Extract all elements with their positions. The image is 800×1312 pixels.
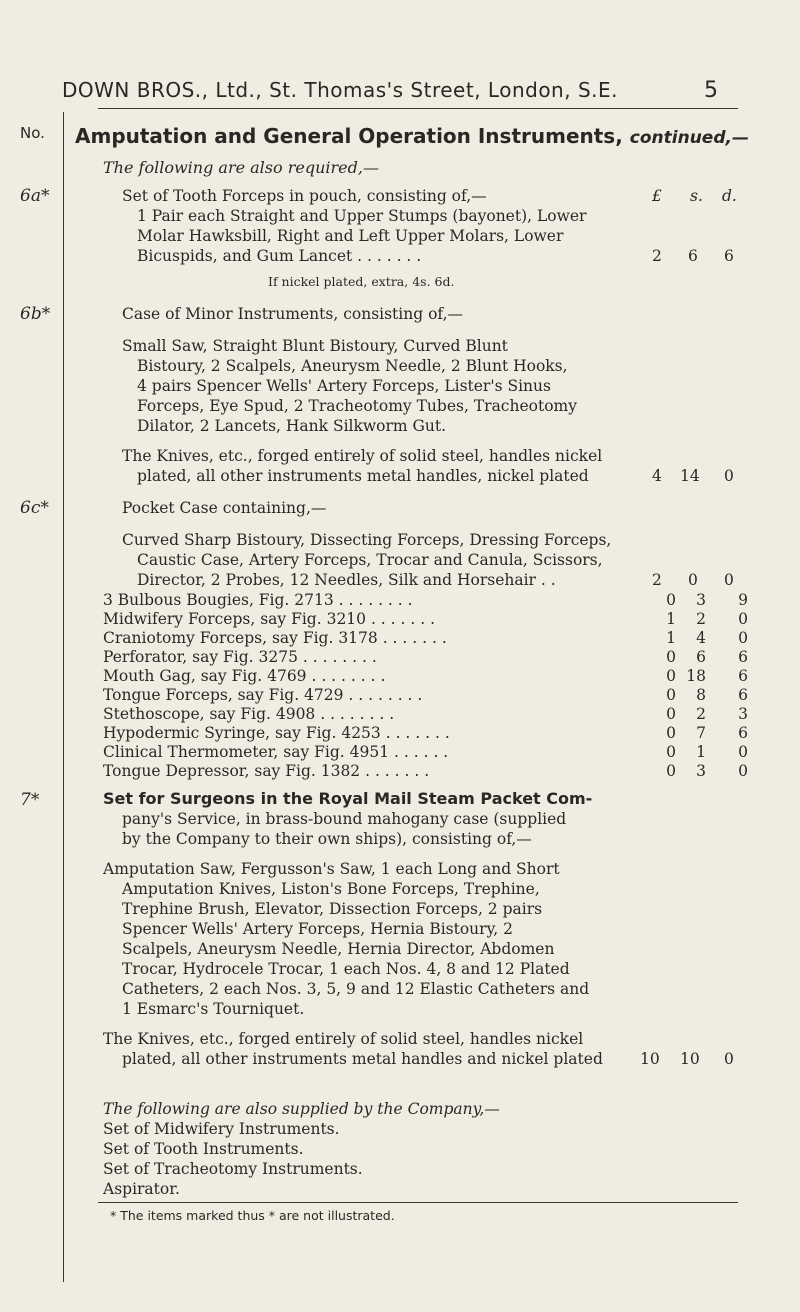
supplied-item: Set of Tracheotomy Instruments. [103,1160,363,1178]
price-shillings: 0 [688,571,698,589]
nickel-plated-note: If nickel plated, extra, 4s. 6d. [268,274,455,289]
entry-7-title: Set for Surgeons in the Royal Mail Steam Packet Com- [103,789,593,808]
entry-6c-intro: Pocket Case containing,— [122,499,327,517]
entry-6c-item: Tongue Depressor, say Fig. 1382 . . . . . . . [103,762,430,780]
entry-7-contents: Amputation Saw, Fergusson's Saw, 1 each Long and Short [103,860,560,878]
entry-6b-line: Small Saw, Straight Blunt Bistoury, Curved Blunt [122,337,508,355]
price-shillings: 10 [680,1050,700,1068]
price-pence: 6 [738,667,748,685]
entry-7-contents: Amputation Knives, Liston's Bone Forceps, Trephine, [122,880,540,898]
price-pence: 0 [724,571,734,589]
entry-7-contents: Spencer Wells' Artery Forceps, Hernia Bistoury, 2 [122,920,513,938]
entry-6c-item: Perforator, say Fig. 3275 . . . . . . . . [103,648,377,666]
price-pounds: 0 [666,591,676,609]
price-pounds: 0 [666,724,676,742]
price-pounds: 4 [652,467,662,485]
price-pounds: 2 [652,571,662,589]
entry-6c-item: Craniotomy Forceps, say Fig. 3178 . . . . . . . [103,629,447,647]
currency-pence: d. [722,187,737,205]
price-pence: 0 [724,467,734,485]
price-pence: 6 [724,247,734,265]
price-pence: 6 [738,686,748,704]
entry-6b-line: 4 pairs Spencer Wells' Artery Forceps, Lister's Sinus [137,377,551,395]
continued-label: continued,— [629,128,749,148]
entry-6a-line: Set of Tooth Forceps in pouch, consisting of,— [122,187,487,205]
price-shillings: 6 [688,247,698,265]
entry-7-line: by the Company to their own ships), consisting of,— [122,830,532,848]
entry-6c-line: Curved Sharp Bistoury, Dissecting Forceps, Dressing Forceps, [122,531,612,549]
entry-6b-intro: Case of Minor Instruments, consisting of,— [122,305,464,323]
price-shillings: 2 [696,610,706,628]
price-pounds: 0 [666,686,676,704]
price-pence: 9 [738,591,748,609]
price-pounds: 2 [652,247,662,265]
supplied-item: Aspirator. [103,1180,180,1198]
footnote: * The items marked thus * are not illustrated. [110,1208,395,1223]
entry-6b-line: Bistoury, 2 Scalpels, Aneurysm Needle, 2 Blunt Hooks, [137,357,568,375]
page-header: DOWN BROS., Ltd., St. Thomas's Street, London, S.E. [62,78,618,102]
entry-number-6c: 6c* [20,498,49,518]
entry-6b-line: The Knives, etc., forged entirely of solid steel, handles nickel [122,447,603,465]
price-pence: 6 [738,724,748,742]
entry-7-contents: Scalpels, Aneurysm Needle, Hernia Director, Abdomen [122,940,555,958]
entry-6c-item: Tongue Forceps, say Fig. 4729 . . . . . . . . [103,686,423,704]
entry-number-6b: 6b* [20,304,51,324]
price-pence: 6 [738,648,748,666]
supplied-item: Set of Tooth Instruments. [103,1140,304,1158]
entry-6c-line: Director, 2 Probes, 12 Needles, Silk and Horsehair . . [137,571,556,589]
price-pounds: 0 [666,743,676,761]
price-shillings: 2 [696,705,706,723]
entry-6c-item: Mouth Gag, say Fig. 4769 . . . . . . . . [103,667,386,685]
price-pence: 0 [738,743,748,761]
price-shillings: 3 [696,591,706,609]
price-pence: 0 [738,610,748,628]
entry-number-6a: 6a* [20,186,50,206]
also-required-label: The following are also required,— [103,158,379,177]
price-pence: 0 [738,629,748,647]
footnote-rule [98,1202,738,1203]
price-shillings: 8 [696,686,706,704]
price-shillings: 3 [696,762,706,780]
column-rule [63,112,64,1282]
entry-6c-item: Midwifery Forceps, say Fig. 3210 . . . . . . . [103,610,436,628]
price-shillings: 4 [696,629,706,647]
price-pence: 0 [724,1050,734,1068]
entry-7-contents: Trocar, Hydrocele Trocar, 1 each Nos. 4, 8 and 12 Plated [122,960,570,978]
entry-6b-line: Dilator, 2 Lancets, Hank Silkworm Gut. [137,417,447,435]
number-column-label: No. [20,124,45,142]
entry-6b-line: plated, all other instruments metal handles, nickel plated [137,467,589,485]
entry-6c-item: Clinical Thermometer, say Fig. 4951 . . . . . . [103,743,449,761]
entry-6c-item: 3 Bulbous Bougies, Fig. 2713 . . . . . . . . [103,591,413,609]
entry-7-line: The Knives, etc., forged entirely of solid steel, handles nickel [103,1030,584,1048]
entry-7-contents: Trephine Brush, Elevator, Dissection Forceps, 2 pairs [122,900,543,918]
supplied-heading: The following are also supplied by the Company,— [103,1100,500,1118]
page-number: 5 [704,78,718,103]
price-pounds: 0 [666,648,676,666]
price-shillings: 18 [686,667,706,685]
currency-shillings: s. [690,187,703,205]
entry-7-line: plated, all other instruments metal handles and nickel plated [122,1050,603,1068]
price-shillings: 6 [696,648,706,666]
price-shillings: 14 [680,467,700,485]
price-pounds: 10 [640,1050,660,1068]
entry-6c-item: Stethoscope, say Fig. 4908 . . . . . . . . [103,705,395,723]
entry-7-contents: Catheters, 2 each Nos. 3, 5, 9 and 12 Elastic Catheters and [122,980,590,998]
entry-6b-line: Forceps, Eye Spud, 2 Tracheotomy Tubes, Tracheotomy [137,397,577,415]
entry-6a-line: 1 Pair each Straight and Upper Stumps (bayonet), Lower [137,207,587,225]
price-shillings: 1 [696,743,706,761]
entry-7-contents: 1 Esmarc's Tourniquet. [122,1000,305,1018]
price-pence: 3 [738,705,748,723]
entry-6a-line: Bicuspids, and Gum Lancet . . . . . . . [137,247,422,265]
section-title: Amputation and General Operation Instruments, continued,— [75,124,749,148]
price-pounds: 1 [666,610,676,628]
price-pounds: 0 [666,667,676,685]
price-pounds: 0 [666,705,676,723]
price-shillings: 7 [696,724,706,742]
price-pence: 0 [738,762,748,780]
entry-6c-item: Hypodermic Syringe, say Fig. 4253 . . . . . . . [103,724,450,742]
currency-pounds: £ [652,187,662,205]
entry-6a-line: Molar Hawksbill, Right and Left Upper Molars, Lower [137,227,564,245]
entry-number-7: 7* [20,790,40,810]
entry-6c-line: Caustic Case, Artery Forceps, Trocar and Canula, Scissors, [137,551,603,569]
price-pounds: 0 [666,762,676,780]
header-rule [98,108,738,109]
price-pounds: 1 [666,629,676,647]
supplied-item: Set of Midwifery Instruments. [103,1120,340,1138]
entry-7-line: pany's Service, in brass-bound mahogany case (supplied [122,810,567,828]
